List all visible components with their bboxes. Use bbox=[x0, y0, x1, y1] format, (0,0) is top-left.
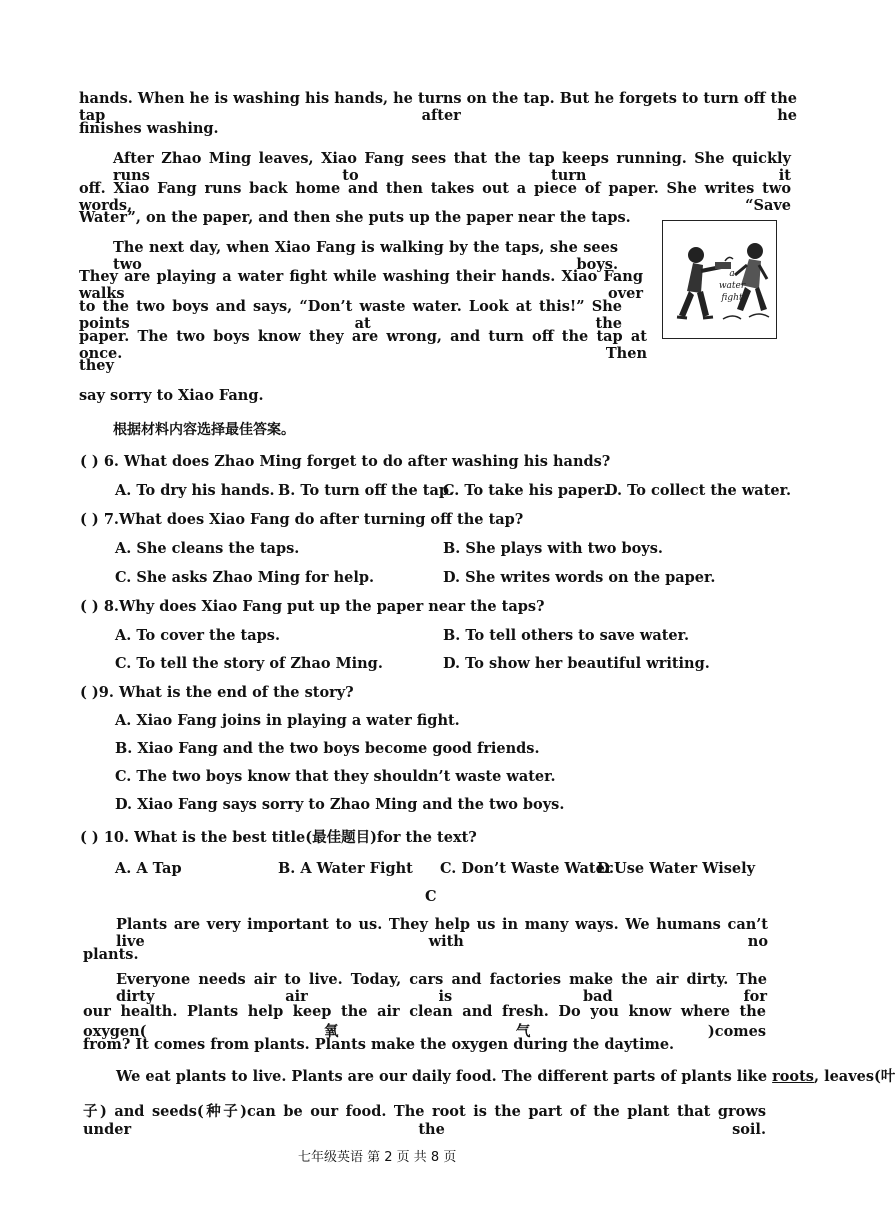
answer-option: D. She writes words on the paper. bbox=[443, 569, 716, 586]
passage-line: paper. The two boys know they are wrong, and turn off the tap at once. Then bbox=[79, 328, 647, 362]
answer-option: D. Xiao Fang says sorry to Zhao Ming and the two boys. bbox=[115, 796, 565, 813]
passage-line: Everyone needs air to live. Today, cars and factories make the air dirty. The dirty air is bad for bbox=[116, 971, 767, 1005]
illustration-caption: a bbox=[729, 269, 735, 279]
answer-option: C. Don’t Waste Water bbox=[440, 860, 613, 877]
answer-option: A. She cleans the taps. bbox=[115, 540, 300, 557]
passage-line: Plants are very important to us. They help us in many ways. We humans can’t live with no bbox=[116, 916, 768, 950]
passage-line: The next day, when Xiao Fang is walking by the taps, she sees two boys. bbox=[113, 239, 618, 273]
passage-line: say sorry to Xiao Fang. bbox=[79, 387, 264, 404]
question-stem: ( ) 6. What does Zhao Ming forget to do after washing his hands? bbox=[80, 453, 611, 470]
passage-line: They are playing a water fight while washing their hands. Xiao Fang walks over bbox=[79, 268, 643, 302]
question-stem: ( )9. What is the end of the story? bbox=[80, 684, 354, 701]
answer-option: A. To cover the taps. bbox=[115, 627, 280, 644]
answer-option: A. Xiao Fang joins in playing a water fight. bbox=[115, 712, 460, 729]
answer-option: D.Use Water Wisely bbox=[597, 860, 756, 877]
answer-option: B. She plays with two boys. bbox=[443, 540, 663, 557]
answer-option: A. To dry his hands. bbox=[115, 482, 275, 499]
underlined-word: roots bbox=[772, 1068, 814, 1085]
boys-water-fight-drawing bbox=[663, 221, 776, 338]
water-fight-illustration bbox=[662, 220, 777, 339]
illustration-caption: fight bbox=[721, 293, 743, 303]
passage-line: finishes washing. bbox=[79, 120, 219, 137]
illustration-caption: water bbox=[718, 281, 746, 291]
answer-option: B. Xiao Fang and the two boys become good friends. bbox=[115, 740, 540, 757]
passage-line: to the two boys and says, “Don’t waste water. Look at this!” She points at the bbox=[79, 298, 622, 332]
passage-line: Water”, on the paper, and then she puts up the paper near the taps. bbox=[79, 209, 631, 226]
answer-option: D. To show her beautiful writing. bbox=[443, 655, 710, 672]
question-stem: ( ) 10. What is the best title(最佳题目)for the text? bbox=[80, 829, 477, 846]
passage-line: 子) and seeds(种子)can be our food. The root is the part of the plant that grows under the soil. bbox=[83, 1103, 766, 1138]
passage-line: off. Xiao Fang runs back home and then takes out a piece of paper. She writes two words, “Save bbox=[79, 180, 791, 214]
answer-option: B. A Water Fight bbox=[278, 860, 413, 877]
question-stem: ( ) 8.Why does Xiao Fang put up the paper near the taps? bbox=[80, 598, 545, 615]
instruction-text: 根据材料内容选择最佳答案。 bbox=[113, 422, 295, 438]
answer-option: C. The two boys know that they shouldn’t waste water. bbox=[115, 768, 556, 785]
passage-line: hands. When he is washing his hands, he turns on the tap. But he forgets to turn off the tap after he bbox=[79, 90, 797, 124]
section-heading: C bbox=[425, 888, 437, 905]
answer-option: C. To take his paper. bbox=[443, 482, 609, 499]
passage-text: , leaves(叶 bbox=[813, 1068, 895, 1085]
answer-option: B. To tell others to save water. bbox=[443, 627, 690, 644]
question-stem: ( ) 7.What does Xiao Fang do after turning off the tap? bbox=[80, 511, 524, 528]
passage-line: After Zhao Ming leaves, Xiao Fang sees that the tap keeps running. She quickly runs to turn it bbox=[113, 150, 791, 184]
answer-option: C. To tell the story of Zhao Ming. bbox=[115, 655, 383, 672]
passage-line: plants. bbox=[83, 946, 139, 963]
passage-line bbox=[116, 1065, 895, 1086]
answer-option: C. She asks Zhao Ming for help. bbox=[115, 569, 375, 586]
passage-line: our health. Plants help keep the air clean and fresh. Do you know where the oxygen(氧气)comes bbox=[83, 1003, 766, 1040]
passage-line: they bbox=[79, 357, 114, 374]
answer-option: B. To turn off the tap. bbox=[278, 482, 455, 499]
passage-text: We eat plants to live. Plants are our daily food. The different parts of plants like bbox=[116, 1068, 773, 1085]
answer-option: A. A Tap bbox=[115, 860, 182, 877]
answer-option: D. To collect the water. bbox=[605, 482, 791, 499]
passage-line: from? It comes from plants. Plants make the oxygen during the daytime. bbox=[83, 1036, 675, 1053]
page-footer: 七年级英语 第 2 页 共 8 页 bbox=[298, 1150, 457, 1165]
